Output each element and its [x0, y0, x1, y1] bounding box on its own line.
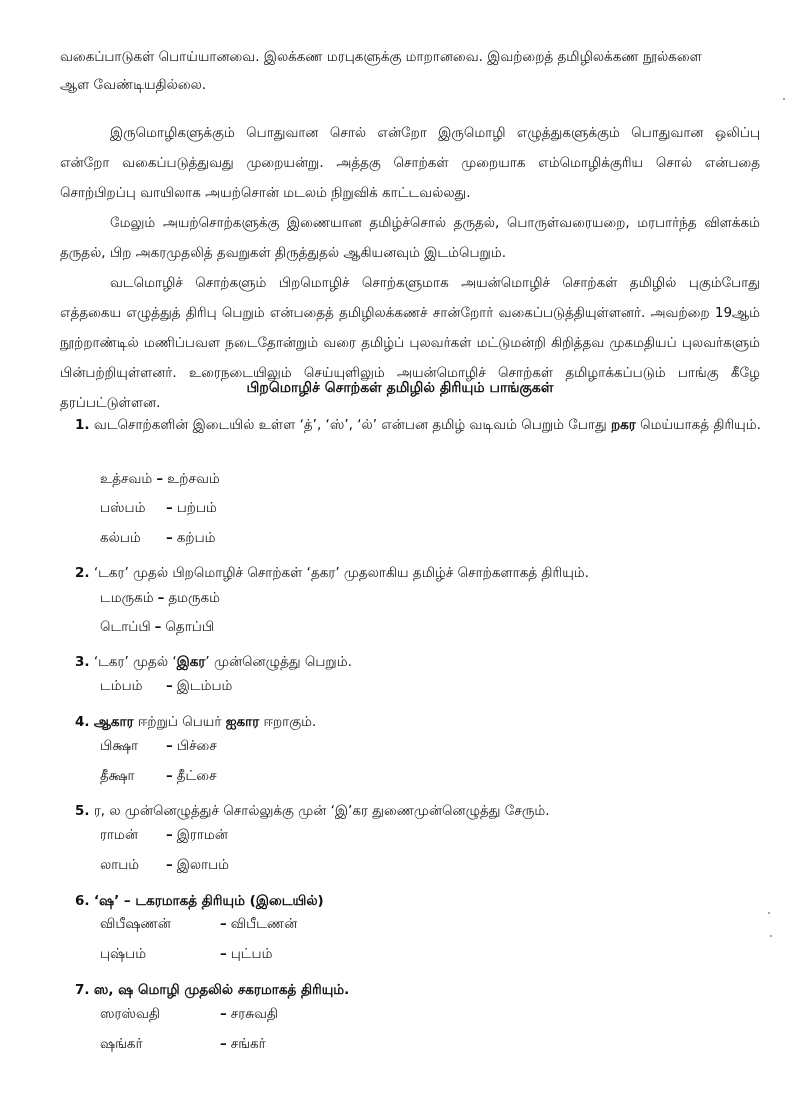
- rule-number: 2.: [75, 565, 90, 581]
- example-row: [100, 678, 232, 696]
- example-source: உத்சவம்: [100, 471, 153, 487]
- rule-number: 6.: [75, 893, 90, 909]
- rule-text: ர, ல முன்னெழுத்துச் சொல்லுக்கு முன் ‘இ’கர துணைமுன்னெழுத்து சேரும்.: [93, 803, 550, 819]
- example-source: டொப்பி: [100, 619, 151, 635]
- rule-5: [75, 797, 765, 826]
- rule-number: 3.: [75, 654, 90, 670]
- example-source: ஸரஸ்வதி: [100, 1006, 160, 1022]
- rule-bold-term: ஆகார: [93, 714, 134, 730]
- rule-text: மெய்யாகத் திரியும்.: [640, 417, 761, 433]
- example-row: [100, 619, 214, 637]
- dash: –: [220, 946, 227, 962]
- example-row: [100, 530, 215, 548]
- example-source: ராமன்: [100, 827, 138, 843]
- dash: –: [166, 738, 173, 754]
- example-target: கற்பம்: [176, 530, 216, 546]
- rule-7: [75, 976, 765, 1005]
- dash: –: [166, 678, 173, 694]
- dash: –: [166, 857, 173, 873]
- dash: –: [166, 768, 173, 784]
- rule-bold-term: றகர: [610, 417, 636, 433]
- example-row: [100, 827, 228, 845]
- rule-4: [75, 708, 765, 737]
- example-row: [100, 738, 217, 756]
- rule-text: ஸ, ஷ மொழி முதலில் சகரமாகத் திரியும்.: [93, 982, 350, 998]
- example-target: பற்பம்: [176, 500, 217, 516]
- example-source: புஷ்பம்: [100, 946, 147, 962]
- rule-text: ‘டகர’ முதல் பிறமொழிச் சொற்கள் ‘தகர’ முதலாகிய தமிழ்ச் சொற்களாகத் திரியும்.: [93, 565, 589, 581]
- dash: –: [220, 1006, 227, 1022]
- dash: –: [154, 619, 162, 635]
- example-row: [100, 916, 297, 934]
- example-row: [100, 471, 220, 489]
- section-heading: பிறமொழிச் சொற்கள் தமிழில் திரியும் பாங்குகள்: [246, 380, 554, 396]
- example-target: இராமன்: [176, 827, 228, 843]
- rule-1: [75, 411, 765, 440]
- example-source: டமருகம்: [100, 590, 154, 606]
- rule-text: ஈற்றுப் பெயர்: [133, 714, 226, 730]
- example-target: புட்பம்: [230, 946, 273, 962]
- example-row: [100, 857, 229, 875]
- example-row: [100, 1006, 278, 1024]
- example-target: தொப்பி: [165, 619, 215, 635]
- rule-number: 4.: [75, 714, 90, 730]
- example-source: லாபம்: [100, 857, 140, 873]
- example-source: பஸ்பம்: [100, 500, 146, 516]
- example-target: விபீடணன்: [230, 916, 298, 932]
- rule-text: ‘டகர’ முதல் ‘: [93, 654, 177, 670]
- example-source: தீக்ஷா: [100, 768, 135, 784]
- dash: –: [166, 827, 173, 843]
- rule-number: 1.: [75, 417, 90, 433]
- dash: –: [220, 1036, 227, 1052]
- dash: –: [156, 471, 164, 487]
- example-source: பிக்ஷா: [100, 738, 139, 754]
- example-source: கல்பம்: [100, 530, 141, 546]
- example-target: தமருகம்: [168, 590, 221, 606]
- paragraph-1-line-1: வகைப்பாடுகள் பொய்யானவை. இலக்கண மரபுகளுக்கு மாறானவை. இவற்றைத் தமிழிலக்கண நூல்களை: [60, 49, 702, 65]
- dash: –: [220, 916, 227, 932]
- example-target: இலாபம்: [176, 857, 230, 873]
- example-source: ஷங்கர்: [100, 1036, 143, 1052]
- example-row: [100, 768, 217, 786]
- rule-bold-term: இகர: [176, 654, 206, 670]
- dash: –: [157, 590, 165, 606]
- example-target: சரசுவதி: [230, 1006, 278, 1022]
- example-source: டம்பம்: [100, 678, 143, 694]
- example-row: [100, 946, 272, 964]
- example-target: இடம்பம்: [176, 678, 233, 694]
- example-row: [100, 1036, 266, 1054]
- rule-text: ஈறாகும்.: [259, 714, 317, 730]
- rule-2: [75, 559, 765, 588]
- paragraph-4: வடமொழிச் சொற்களும் பிறமொழிச் சொற்களுமாக அயன்மொழிச் சொற்கள் தமிழில் புகும்போது எத்தகைய எழுத்துத் திரிபு பெறும் என்பதைத் தமிழிலக்கணச் சான்றோர் வகைப்படுத்தியுள்ளனர். அவற்றை 19ஆம் நூற்றாண்டில் மணிப்பவள நடைதோன்றும் வரை தமிழ்ப் புலவர்கள் மட்டுமன்றி கிறித்தவ முகமதியப் புலவர்களும் பின்பற்றியுள்ளனர். உரைநடையிலும் செய்யுளிலும் அயன்மொழிச் சொற்கள் தமிழாக்கப்படும் பாங்கு கீழே தரப்பட்டுள்ளன.: [60, 275, 760, 411]
- rule-text: வடசொற்களின் இடையில் உள்ள ‘த்’, ‘ஸ்’, ‘ல்’ என்பன தமிழ் வடிவம் பெறும் போது: [93, 417, 607, 433]
- dash: –: [166, 530, 173, 546]
- example-target: சங்கர்: [230, 1036, 266, 1052]
- paragraph-2: இருமொழிகளுக்கும் பொதுவான சொல் என்றோ இருமொழி எழுத்துகளுக்கும் பொதுவான ஒலிப்பு என்றோ வகைப்படுத்துவது முறையன்று. அத்தகு சொற்கள் முறையாக எம்மொழிக்குரிய சொல் என்பதை சொற்பிறப்பு வாயிலாக அயற்சொன் மடலம் நிறுவிக் காட்டவல்லது.: [60, 125, 760, 201]
- paragraph-3: மேலும் அயற்சொற்களுக்கு இணையான தமிழ்ச்சொல் தருதல், பொருள்வரையறை, மரபார்ந்த விளக்கம் தருதல், பிற அகரமுதலித் தவறுகள் திருத்துதல் ஆகியனவும் இடம்பெறும்.: [60, 215, 760, 261]
- rule-number: 5.: [75, 803, 90, 819]
- scan-speck: [768, 912, 770, 914]
- dash: –: [166, 500, 173, 516]
- rule-text: ’ முன்னெழுத்து பெறும்.: [205, 654, 352, 670]
- rule-number: 7.: [75, 982, 90, 998]
- scan-speck: [770, 935, 772, 937]
- rule-6: [75, 887, 765, 916]
- example-target: தீட்சை: [176, 768, 217, 784]
- paragraph-1-line-2: ஆள வேண்டியதில்லை.: [60, 77, 207, 93]
- example-source: விபீஷணன்: [100, 916, 171, 932]
- example-row: [100, 500, 217, 518]
- example-row: [100, 590, 220, 608]
- example-target: உற்சவம்: [167, 471, 220, 487]
- rule-text: ‘ஷ’ – டகரமாகத் திரியும் (இடையில்): [93, 893, 324, 909]
- scan-speck: [783, 98, 785, 100]
- example-target: பிச்சை: [176, 738, 217, 754]
- rule-3: [75, 648, 765, 677]
- rule-bold-term: ஐகார: [225, 714, 260, 730]
